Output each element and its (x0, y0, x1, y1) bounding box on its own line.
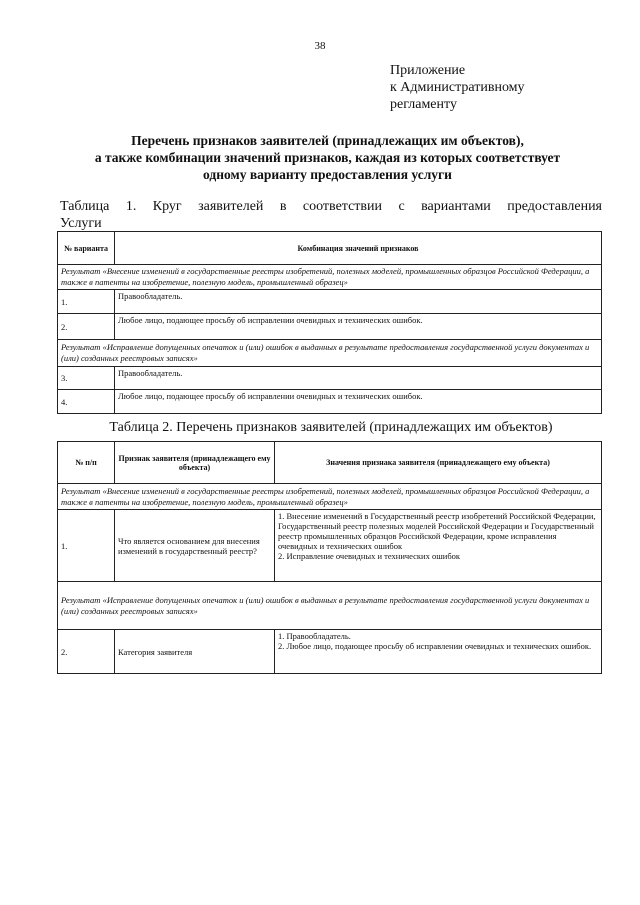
document-title (60, 132, 595, 183)
variant-number: 2. (58, 314, 115, 340)
table1-result-row (58, 265, 602, 290)
table2 (57, 441, 602, 674)
table1-header-variant: № варианта (58, 232, 115, 265)
feature-value: 2. Исправление очевидных и технических ошибок (278, 551, 461, 561)
table1-caption: Таблица 1. Круг заявителей в соответствии с вариантами предоставления (60, 199, 602, 214)
table2-caption: Таблица 2. Перечень признаков заявителей (принадлежащих им объектов) (109, 420, 553, 435)
variant-combination: Правообладатель. (115, 290, 602, 314)
title-line: одному варианту предоставления услуги (203, 167, 452, 182)
table2-result-row (58, 582, 602, 630)
appendix-line: Приложение (390, 63, 466, 78)
appendix-line: регламенту (390, 97, 457, 112)
table2-header-feature: Признак заявителя (принадлежащего ему объекта) (115, 442, 275, 484)
variant-combination: Правообладатель. (115, 367, 602, 390)
table1-result-row (58, 340, 602, 367)
feature-value: 1. Внесение изменений в Государственный реестр изобретений Российской Федерации, Государственный реестр полезных моделей Российской Федерации и Государственный реестр промышленных образцов Российской Федерации, кроме исправления очевидных и технических ошибок (278, 511, 596, 551)
table1 (57, 231, 602, 414)
table-row (58, 367, 602, 390)
table-row (58, 314, 602, 340)
feature-values (275, 510, 602, 582)
table1-caption-continued: Услуги (60, 216, 102, 231)
table-row (58, 390, 602, 414)
variant-combination: Любое лицо, подающее просьбу об исправлении очевидных и технических ошибок. (115, 390, 602, 414)
feature-question: Что является основанием для внесения изменений в государственный реестр? (115, 510, 275, 582)
table1-header-row (58, 232, 602, 265)
table2-result-1: Результат «Внесение изменений в государственные реестры изобретений, полезных моделей, промышленных образцов Российской Федерации, а также в патенты на изобретение, полезную модель, промышленный образец» (58, 484, 602, 510)
appendix-line: к Административному (390, 80, 525, 95)
feature-values (275, 630, 602, 674)
table-row (58, 290, 602, 314)
appendix-note (390, 62, 525, 113)
title-line: а также комбинации значений признаков, каждая из которых соответствует (94, 150, 561, 165)
row-number: 1. (58, 510, 115, 582)
variant-combination: Любое лицо, подающее просьбу об исправлении очевидных и технических ошибок. (115, 314, 602, 340)
variant-number: 1. (58, 290, 115, 314)
page-number: 38 (314, 40, 326, 52)
feature-value: 2. Любое лицо, подающее просьбу об исправлении очевидных и технических ошибок. (278, 641, 592, 651)
table1-result-1: Результат «Внесение изменений в государственные реестры изобретений, полезных моделей, промышленных образцов Российской Федерации, а также в патенты на изобретение, полезную модель, промышленный образец» (58, 265, 602, 290)
table1-result-2: Результат «Исправление допущенных опечаток и (или) ошибок в выданных в результате предоставления государственной услуги документах и (или) созданных реестровых записях» (58, 340, 602, 367)
table2-header-row (58, 442, 602, 484)
variant-number: 3. (58, 367, 115, 390)
table-row (58, 510, 602, 582)
feature-question: Категория заявителя (115, 630, 275, 674)
feature-value: 1. Правообладатель. (278, 631, 351, 641)
table2-result-2: Результат «Исправление допущенных опечаток и (или) ошибок в выданных в результате предоставления государственной услуги документах и (или) созданных реестровых записях» (58, 582, 602, 630)
table1-header-combination: Комбинация значений признаков (115, 232, 602, 265)
table2-header-values: Значения признака заявителя (принадлежащего ему объекта) (275, 442, 602, 484)
row-number: 2. (58, 630, 115, 674)
variant-number: 4. (58, 390, 115, 414)
table-row (58, 630, 602, 674)
table2-result-row (58, 484, 602, 510)
table2-header-number: № п/п (58, 442, 115, 484)
title-line: Перечень признаков заявителей (принадлежащих им объектов), (131, 133, 524, 148)
